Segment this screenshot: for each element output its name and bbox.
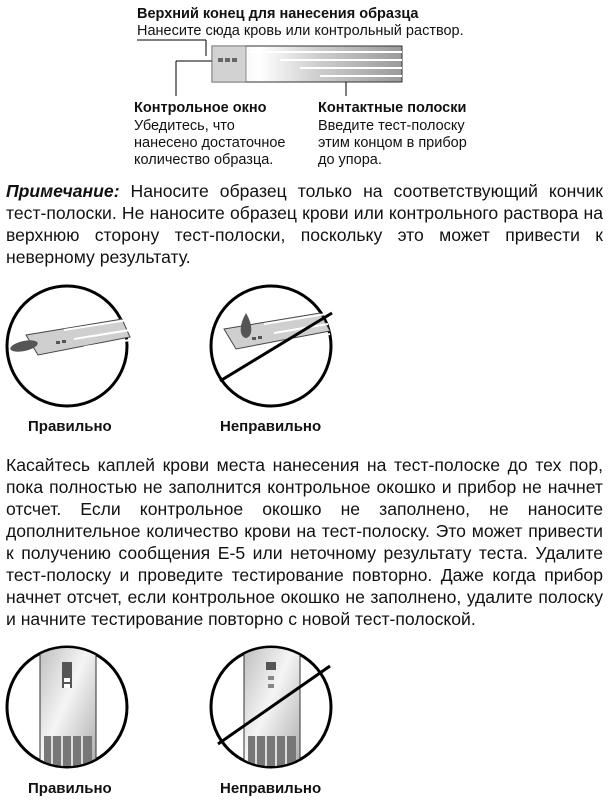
test-strip-diagram: [0, 0, 608, 110]
sample-end-desc: Нанесите сюда кровь или контрольный раствор.: [137, 23, 464, 39]
correct-application-illustration: [4, 283, 134, 413]
incorrect-fill-illustration: [208, 644, 338, 774]
contacts-desc-1: Введите тест-полоску: [318, 118, 465, 134]
control-window-desc-2: нанесено достаточное: [134, 135, 286, 151]
note-label: Примечание:: [6, 181, 120, 201]
note-text: Наносите образец только на соответствующий кончик тест-полоски. Не наносите образец крови или контрольного раствора на верхнюю сторону тест-полоски, поскольку это может привести к неверному результату.: [6, 181, 603, 267]
contacts-title: Контактные полоски: [318, 100, 467, 116]
sample-end-title: Верхний конец для нанесения образца: [137, 6, 419, 22]
instruction-paragraph: Касайтесь каплей крови места нанесения на тест-полоске до тех пор, пока полностью не заполнится контрольное окошко и прибор не начнет отсчет. Если контрольное окошко не заполнено, не наносите дополнительное количество крови на тест-полоску. Это может привести к получению сообщения E-5 или неточному результату теста. Удалите тест-полоску и проведите тестирование повторно. Даже когда прибор начнет отсчет, если контрольное окошко не заполнено, удалите полоску и начните тестирование повторно с новой тест-полоской.: [6, 455, 603, 629]
control-window-title: Контрольное окно: [134, 100, 267, 116]
incorrect-application-illustration: [208, 283, 338, 413]
caption-incorrect-2: Неправильно: [220, 780, 322, 797]
caption-incorrect-1: Неправильно: [220, 418, 322, 435]
caption-correct-2: Правильно: [28, 780, 112, 797]
control-window-desc-1: Убедитесь, что: [134, 118, 235, 134]
contacts-desc-3: до упора.: [318, 152, 382, 168]
note-paragraph: [6, 180, 603, 268]
correct-fill-illustration: [4, 644, 134, 774]
control-window-desc-3: количество образца.: [134, 152, 274, 168]
contacts-desc-2: этим концом в прибор: [318, 135, 467, 151]
caption-correct-1: Правильно: [28, 418, 112, 435]
